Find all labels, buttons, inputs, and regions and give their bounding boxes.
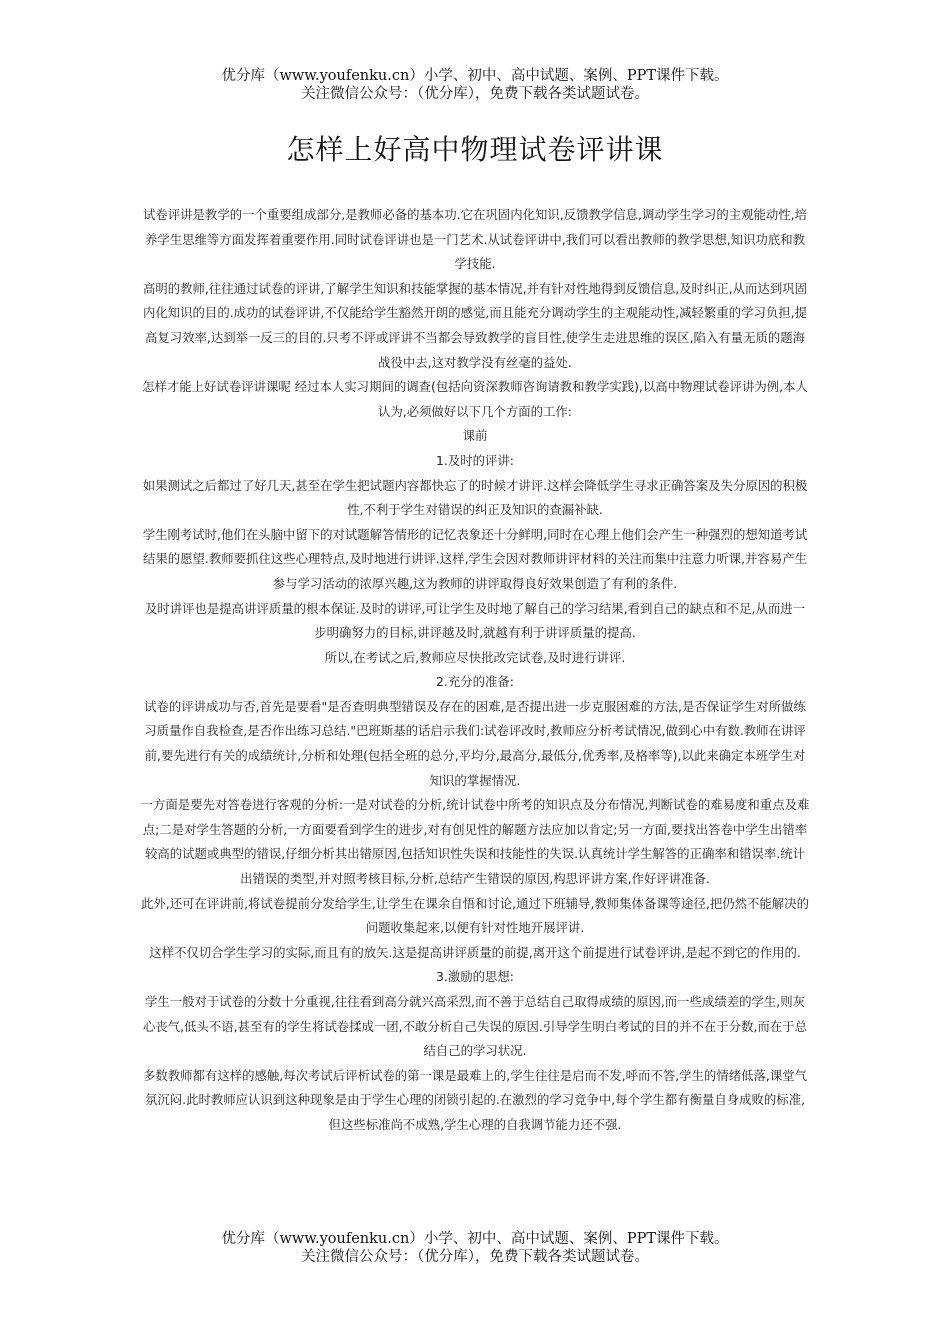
paragraph: 如果测试之后都过了好几天,甚至在学生把试题内容都快忘了的时候才讲评.这样会降低学生寻求正确答案及失分原因的积极性,不利于学生对错误的纠正及知识的查漏补缺. bbox=[142, 477, 808, 518]
paragraph: 学生刚考试时,他们在头脑中留下的对试题解答情形的记忆表象还十分鲜明,同时在心理上他们会产生一种强烈的想知道考试结果的愿望.教师要抓住这些心理特点,及时地进行讲评.这样,学生会因对教师讲评材料的关注而集中注意力听课,并容易产生参与学习活动的浓厚兴趣,这为教师的讲评取得良好效果创造了有利的条件. bbox=[142, 526, 808, 591]
section-heading-encouragement: 3.激励的思想: bbox=[436, 969, 514, 985]
paragraph: 多数教师都有这样的感触,每次考试后评析试卷的第一课是最难上的,学生往往是启而不发,呼而不答,学生的情绪低落,课堂气氛沉闷.此时教师应认识到这种现象是由于学生心理的闭锁引起的.在激烈的学习竞争中,每个学生都有衡量自身成败的标准,但这些标准尚不成熟,学生心理的自我调节能力还不强. bbox=[142, 1067, 807, 1132]
header-line-1: 优分库（www.youfenku.cn）小学、初中、高中试题、案例、PPT课件下载。 bbox=[221, 68, 729, 84]
page-header bbox=[0, 67, 950, 103]
footer-line-2: 关注微信公众号：（优分库），免费下载各类试题试卷。 bbox=[301, 1249, 649, 1265]
paragraph: 此外,还可在评讲前,将试卷提前分发给学生,让学生在课余自悟和讨论,通过下班辅导,教师集体备课等途径,把仍然不能解决的问题收集起来,以便有针对性地开展评讲. bbox=[141, 895, 809, 936]
section-heading-preparation: 2.充分的准备: bbox=[436, 674, 514, 690]
paragraph-intro: 试卷评讲是教学的一个重要组成部分,是教师必备的基本功.它在巩固内化知识,反馈教学信息,调动学生学习的主观能动性,培养学生思维等方面发挥着重要作用.同时试卷评讲也是一门艺术.从试卷评讲中,我们可以看出教师的教学思想,知识功底和教学技能. bbox=[142, 207, 807, 272]
paragraph-skilled-teacher: 高明的教师,往往通过试卷的评讲,了解学生知识和技能掌握的基本情况,并有针对性地得到反馈信息,及时纠正,从而达到巩固内化知识的目的.成功的试卷评讲,不仅能给学生豁然开朗的感觉,而且能充分调动学生的主观能动性,减轻繁重的学习负担,提高复习效率,达到举一反三的目的.只考不评或评讲不当都会导致教学的盲目性,使学生走进思维的误区,陷入有量无质的题海战役中去,这对教学没有丝毫的益处. bbox=[142, 280, 807, 370]
footer-line-1: 优分库（www.youfenku.cn）小学、初中、高中试题、案例、PPT课件下载。 bbox=[221, 1231, 729, 1247]
paragraph-how-to: 怎样才能上好试卷评讲课呢 经过本人实习期间的调查(包括向资深教师咨询请教和教学实践),以高中物理试卷评讲为例,本人认为,必须做好以下几个方面的工作: bbox=[142, 379, 808, 419]
header-line-2: 关注微信公众号：（优分库），免费下载各类试题试卷。 bbox=[301, 86, 649, 102]
document-title: 怎样上好高中物理试卷评讲课 bbox=[286, 133, 664, 166]
paragraph: 试卷的评讲成功与否,首先是要看"是否查明典型错误及存在的困难,是否提出进一步克服困难的方法,是否保证学生对所做练习质量作自我检查,是否作出练习总结."巴班斯基的话启示我们:试卷评改时,教师应分析考试情况,做到心中有数.教师在讲评前,要先进行有关的成绩统计,分析和处理(包括全班的总分,平均分,最高分,最低分,优秀率,及格率等),以此来确定本班学生对知识的掌握情况. bbox=[144, 698, 806, 788]
document-body bbox=[140, 203, 810, 1138]
paragraph: 这样不仅切合学生学习的实际,而且有的放矢.这是提高讲评质量的前提,离开这个前提进行试卷评讲,是起不到它的作用的. bbox=[149, 944, 801, 960]
page-footer bbox=[0, 1230, 950, 1266]
paragraph: 学生一般对于试卷的分数十分重视,往往看到高分就兴高采烈,而不善于总结自己取得成绩的原因,而一些成绩差的学生,则灰心丧气,低头不语,甚至有的学生将试卷揉成一团,不敢分析自己失误的原因.引导学生明白考试的目的并不在于分数,而在于总结自己的学习状况. bbox=[142, 994, 807, 1059]
paragraph: 及时讲评也是提高讲评质量的根本保证.及时的讲评,可让学生及时地了解自己的学习结果,看到自己的缺点和不足,从而进一步明确努力的目标,讲评越及时,就越有利于讲评质量的提高. bbox=[144, 600, 806, 641]
section-heading-before-class: 课前 bbox=[462, 428, 488, 444]
paragraph: 所以,在考试之后,教师应尽快批改完试卷,及时进行讲评. bbox=[324, 649, 626, 665]
paragraph: 一方面是要先对答卷进行客观的分析:一是对试卷的分析,统计试卷中所考的知识点及分布情况,判断试卷的难易度和重点及难点;二是对学生答题的分析,一方面要看到学生的进步,对有创见性的解题方法应加以肯定;另一方面,要找出答卷中学生出错率较高的试题或典型的错误,仔细分析其出错原因,包括知识性失误和技能性的失误.认真统计学生解答的正确率和错误率.统计出错误的类型,并对照考核目标,分析,总结产生错误的原因,构思评讲方案,作好评讲准备. bbox=[140, 797, 810, 887]
section-heading-timely-review: 1.及时的评讲: bbox=[436, 452, 514, 468]
